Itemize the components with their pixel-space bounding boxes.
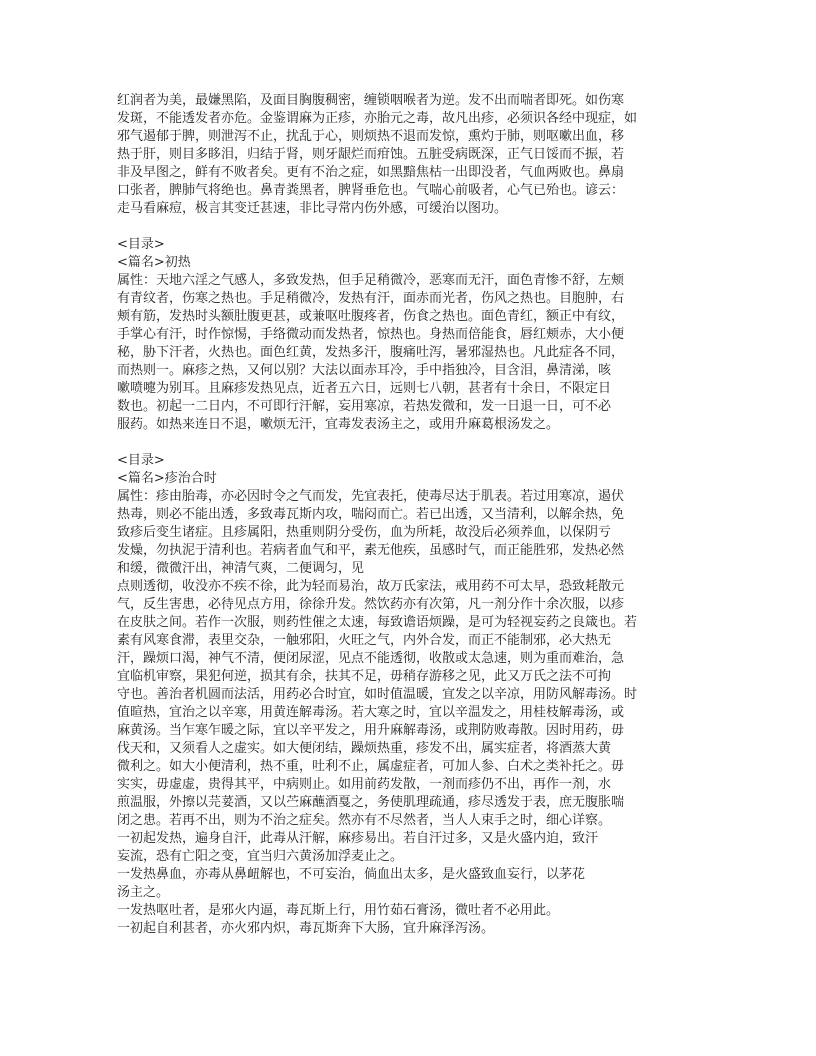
text-line: 一发热呕吐者，是邪火内逼，毒瓦斯上行，用竹茹石膏汤，微吐者不必用此。 [117, 903, 560, 918]
text-line: 非及早图之，鲜有不败者矣。更有不治之症，如黑黯焦枯一出即没者，气血两败也。鼻扇 [117, 165, 625, 180]
text-line: 致疹后变生诸症。且疹属阳，热重则阴分受伤，血为所耗，故没后必须养血，以保阴亏 [117, 525, 612, 540]
text-line: 在皮肤之间。若作一次服，则药性催之太速，每致谵语烦躁，是可为轻视妄药之良箴也。若 [117, 615, 638, 630]
text-line: 妄流，恐有亡阳之变，宜当归六黄汤加浮麦止之。 [117, 849, 404, 864]
text-line: <目录> [117, 237, 165, 252]
text-line: 有青纹者，伤寒之热也。手足稍微冷，发热有汗，面赤而光者，伤风之热也。目胞肿，右 [117, 291, 625, 306]
text-line: 宜临机审察，果犯何逆，损其有余，扶其不足，毋稍存游移之见，此又万氏之法不可拘 [117, 669, 612, 684]
text-line: 麻黄汤。当乍寒乍暖之际，宜以辛平发之，用升麻解毒汤，或荆防败毒散。因时用药，毋 [117, 723, 625, 738]
section-gap [117, 218, 685, 236]
text-line: 一发热鼻血，亦毒从鼻衄解也，不可妄治，倘血出太多，是火盛致血妄行，以茅花 [117, 867, 586, 882]
text-line: 一初起自利甚者，亦火邪内炽，毒瓦斯奔下大肠，宜升麻泽泻汤。 [117, 921, 495, 936]
text-line: 属性：疹由胎毒，亦必因时令之气而发，先宜表托，使毒尽达于肌表。若过用寒凉，遏伏 [117, 489, 625, 504]
text-line: 素有风寒食滞，表里交杂，一触邪阳，火旺之气，内外合发，而正不能制邪，必大热无 [117, 633, 612, 648]
text-line: 颊有筋，发热时头额肚腹更甚，或兼呕吐腹疼者，伤食之热也。面色青红，额正中有纹， [117, 309, 625, 324]
text-line: 伐天和，又须看人之虚实。如大便闭结，躁烦热重，疹发不出，属实症者，将酒蒸大黄 [117, 741, 612, 756]
text-line: 服药。如热来连日不退，嗽烦无汗，宜毒发表汤主之，或用升麻葛根汤发之。 [117, 417, 560, 432]
text-line: 汤主之。 [117, 885, 170, 900]
text-line: 汗，躁烦口渴，神气不清，便闭尿涩，见点不能透彻，收散或太急速，则为重而难治，急 [117, 651, 625, 666]
text-line: 走马看麻痘，极言其变迁甚速，非比寻常内伤外感，可缓治以图功。 [117, 201, 508, 216]
text-section [117, 452, 685, 938]
text-line: <篇名>疹治合时 [117, 471, 217, 486]
text-line: 实实，毋虚虚，贵得其平，中病则止。如用前药发散，一剂而疹仍不出，再作一剂，水 [117, 777, 612, 792]
text-line: 发燥，勿执泥于清利也。若病者血气和平，素无他疾，虽感时气，而正能胜邪，发热必然 [117, 543, 625, 558]
text-line: 口张者，脾肺气将绝也。鼻青粪黑者，脾肾垂危也。气喘心前吸者，心气已殆也。谚云： [117, 183, 625, 198]
text-line: 煎温服，外擦以芫荽酒，又以苎麻蘸酒戛之，务使肌理疏通，疹尽透发于表，庶无腹胀喘 [117, 795, 625, 810]
text-line: 秘，胁下汗者，火热也。面色红黄，发热多汗，腹痛吐泻，暑邪湿热也。凡此症各不同， [117, 345, 625, 360]
text-line: 和缓，微微汗出，神清气爽，二便调匀，见 [117, 561, 365, 576]
text-line: 嗽喷嚏为别耳。且麻疹发热见点，近者五六日，远则七八朝，甚者有十余日，不限定日 [117, 381, 612, 396]
text-line: 值暄热，宜治之以辛寒，用黄连解毒汤。若大寒之时，宜以辛温发之，用桂枝解毒汤，或 [117, 705, 625, 720]
text-line: 微利之。如大小便清利，热不重，吐利不止，属虚症者，可加人参、白术之类补托之。毋 [117, 759, 625, 774]
text-line: 闭之患。若再不出，则为不治之症矣。然亦有不尽然者，当人人束手之时，细心详察。 [117, 813, 612, 828]
text-line: 守也。善治者机圆而法活，用药必合时宜，如时值温暖，宜发之以辛凉，用防风解毒汤。时 [117, 687, 638, 702]
text-line: 气，反生害患，必待见点方用，徐徐升发。然饮药亦有次第，凡一剂分作十余次服，以疹 [117, 597, 625, 612]
text-line: 而热则一。麻疹之热，又何以别？大法以面赤耳冷，手中指独冷，目含泪，鼻清涕，咳 [117, 363, 612, 378]
text-line: 手掌心有汗，时作惊惕，手络微动而发热者，惊热也。身热而倍能食，唇红颊赤，大小便 [117, 327, 625, 342]
text-line: 点则透彻，收没亦不疾不徐，此为轻而易治，故万氏家法，戒用药不可太早，恐致耗散元 [117, 579, 625, 594]
text-line: 热毒，则必不能出透，多致毒瓦斯内攻，喘闷而亡。若已出透，又当清利，以解余热，免 [117, 507, 625, 522]
text-line: <篇名>初热 [117, 255, 191, 270]
text-line: 属性：天地六淫之气感人，多致发热，但手足稍微冷，恶寒而无汗，面色青惨不舒，左颊 [117, 273, 625, 288]
text-line: 红润者为美，最嫌黑陷，及面目胸腹稠密，缠锁咽喉者为逆。发不出而喘者即死。如伤寒 [117, 93, 625, 108]
section-gap [117, 434, 685, 452]
text-line: 数也。初起一二日内，不可即行汗解，妄用寒凉，若热发微和，发一日退一日，可不必 [117, 399, 612, 414]
text-line: <目录> [117, 453, 165, 468]
text-section [117, 236, 685, 434]
text-line: 发斑，不能透发者亦危。金鉴谓麻为正疹，亦胎元之毒，故凡出疹，必须识各经中现症，如 [117, 111, 638, 126]
document-page [117, 92, 685, 938]
text-line: 邪气遏郁于脾，则泄泻不止，扰乱于心，则烦热不退而发惊，熏灼于肺，则呕嗽出血，移 [117, 129, 625, 144]
text-line: 热于肝，则目多眵泪，归结于肾，则牙龈烂而疳蚀。五脏受病既深，正气日馁而不振，若 [117, 147, 625, 162]
text-section [117, 92, 685, 218]
text-line: 一初起发热，遍身自汗，此毒从汗解，麻疹易出。若自汗过多，又是火盛内迫，致汗 [117, 831, 599, 846]
